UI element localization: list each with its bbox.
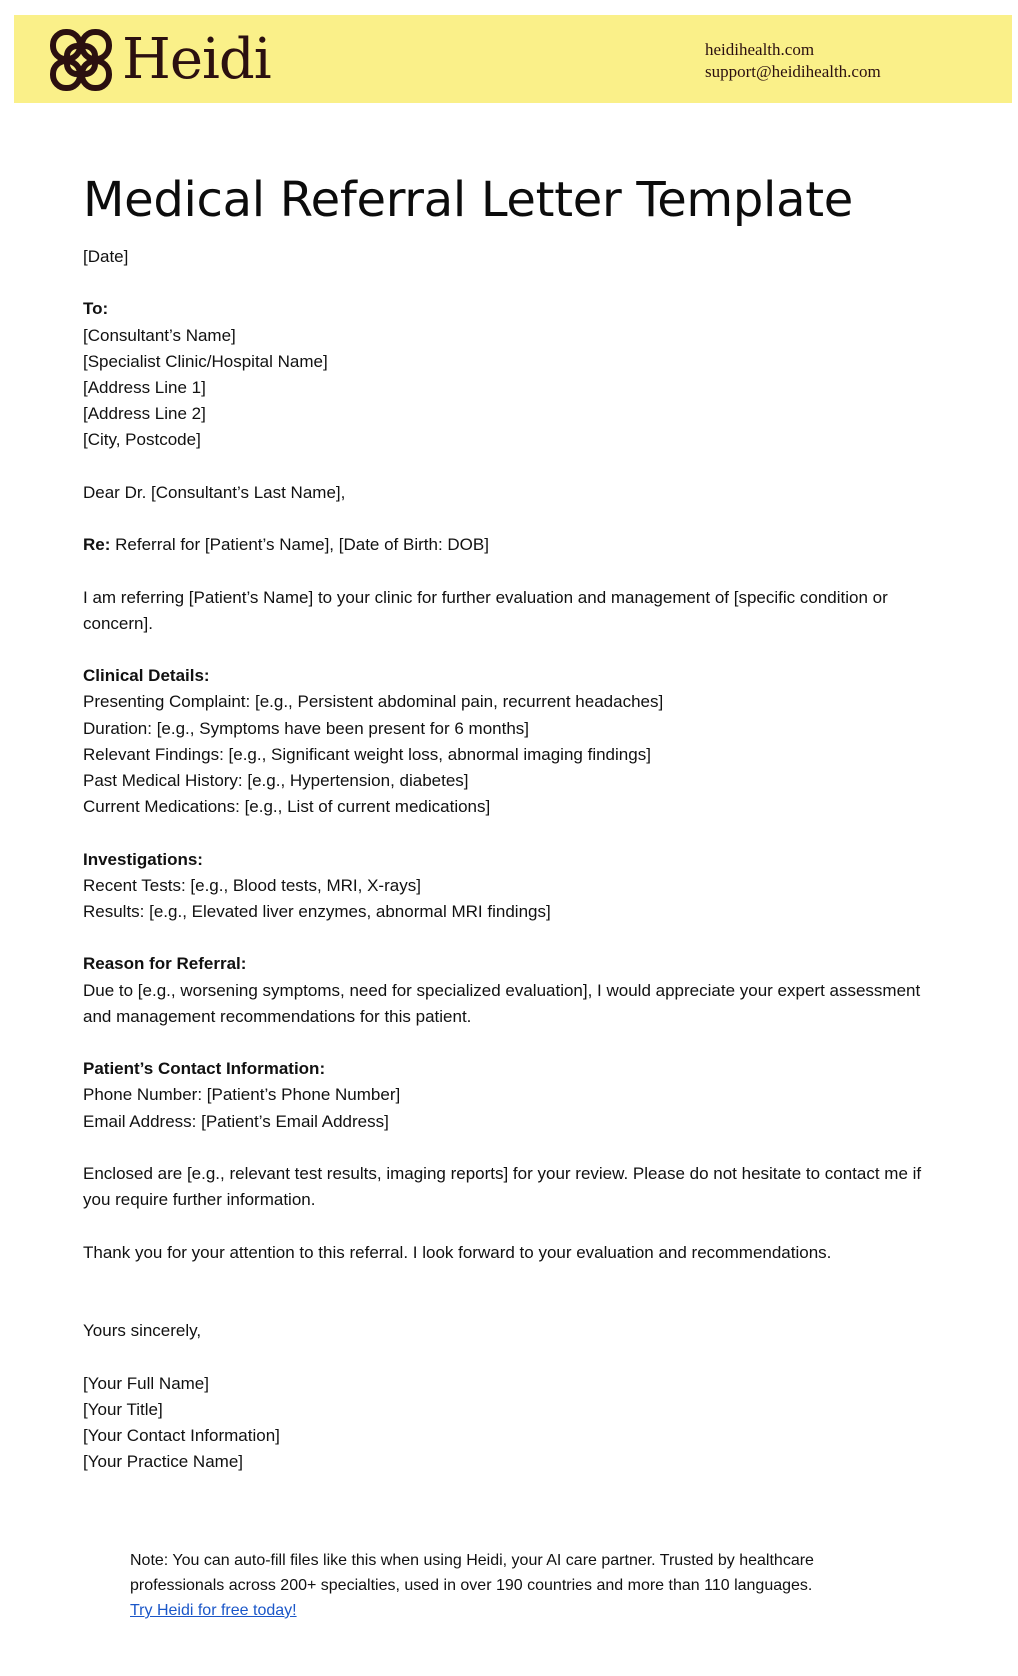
thanks-paragraph: Thank you for your attention to this referral. I look forward to your evaluation and recommendations. [83, 1242, 832, 1262]
investigation-line: Results: [e.g., Elevated liver enzymes, abnormal MRI findings] [83, 901, 551, 921]
note-text: Note: You can auto-fill files like this when using Heidi, your AI care partner. Trusted by healthcare professionals across 200+ specialties, used in over 190 countries and more than 110 languages. [130, 1552, 814, 1594]
closing: Yours sincerely, [83, 1321, 202, 1341]
re-line [83, 532, 943, 558]
investigations-heading: Investigations: [83, 849, 203, 869]
clinical-line: Past Medical History: [e.g., Hypertension, diabetes] [83, 770, 469, 790]
clinical-line: Duration: [e.g., Symptoms have been present for 6 months] [83, 718, 530, 738]
signature-line: [Your Title] [83, 1399, 163, 1419]
signature-line: [Your Practice Name] [83, 1452, 243, 1472]
patient-contact-line: Email Address: [Patient’s Email Address] [83, 1111, 389, 1131]
clinical-line: Presenting Complaint: [e.g., Persistent abdominal pain, recurrent headaches] [83, 692, 664, 712]
signature-line: [Your Contact Information] [83, 1425, 280, 1445]
patient-contact-line: Phone Number: [Patient’s Phone Number] [83, 1085, 401, 1105]
recipient-address-line-2: [Address Line 2] [83, 404, 206, 424]
investigation-line: Recent Tests: [e.g., Blood tests, MRI, X-rays] [83, 875, 421, 895]
recipient-city: [City, Postcode] [83, 430, 201, 450]
recipient-name: [Consultant’s Name] [83, 325, 236, 345]
recipient-clinic: [Specialist Clinic/Hospital Name] [83, 351, 328, 371]
footer-note [130, 1548, 910, 1623]
header-contact [705, 39, 881, 83]
re-label: Re: [83, 535, 111, 555]
brand-logo[interactable] [48, 27, 271, 93]
clinical-line: Relevant Findings: [e.g., Significant weight loss, abnormal imaging findings] [83, 744, 651, 764]
header-band [14, 15, 1012, 103]
to-label: To: [83, 299, 109, 319]
intro-paragraph: I am referring [Patient’s Name] to your clinic for further evaluation and management of [specific condition or concern]. [83, 587, 888, 633]
patient-contact-heading: Patient’s Contact Information: [83, 1059, 326, 1079]
signature-line: [Your Full Name] [83, 1373, 209, 1393]
page-title: Medical Referral Letter Template [83, 172, 853, 228]
reason-paragraph: Due to [e.g., worsening symptoms, need for specialized evaluation], I would appreciate your expert assessment and management recommendations for this patient. [83, 980, 921, 1026]
heidi-knot-logo-icon [48, 27, 114, 93]
support-email-link[interactable]: support@heidihealth.com [705, 62, 881, 81]
brand-name: Heidi [122, 27, 271, 92]
enclosed-paragraph: Enclosed are [e.g., relevant test results, imaging reports] for your review. Please do not hesitate to contact me if you require further information. [83, 1163, 922, 1210]
website-link[interactable]: heidihealth.com [705, 40, 815, 59]
date-placeholder: [Date] [83, 247, 129, 266]
re-text: Referral for [Patient’s Name], [Date of Birth: DOB] [110, 535, 489, 555]
clinical-details-heading: Clinical Details: [83, 666, 210, 686]
clinical-line: Current Medications: [e.g., List of current medications] [83, 797, 491, 817]
reason-heading: Reason for Referral: [83, 954, 247, 974]
try-heidi-link[interactable]: Try Heidi for free today! [130, 1602, 297, 1619]
letter-body [83, 244, 943, 1475]
salutation: Dear Dr. [Consultant’s Last Name], [83, 482, 346, 502]
recipient-address-line-1: [Address Line 1] [83, 378, 206, 397]
